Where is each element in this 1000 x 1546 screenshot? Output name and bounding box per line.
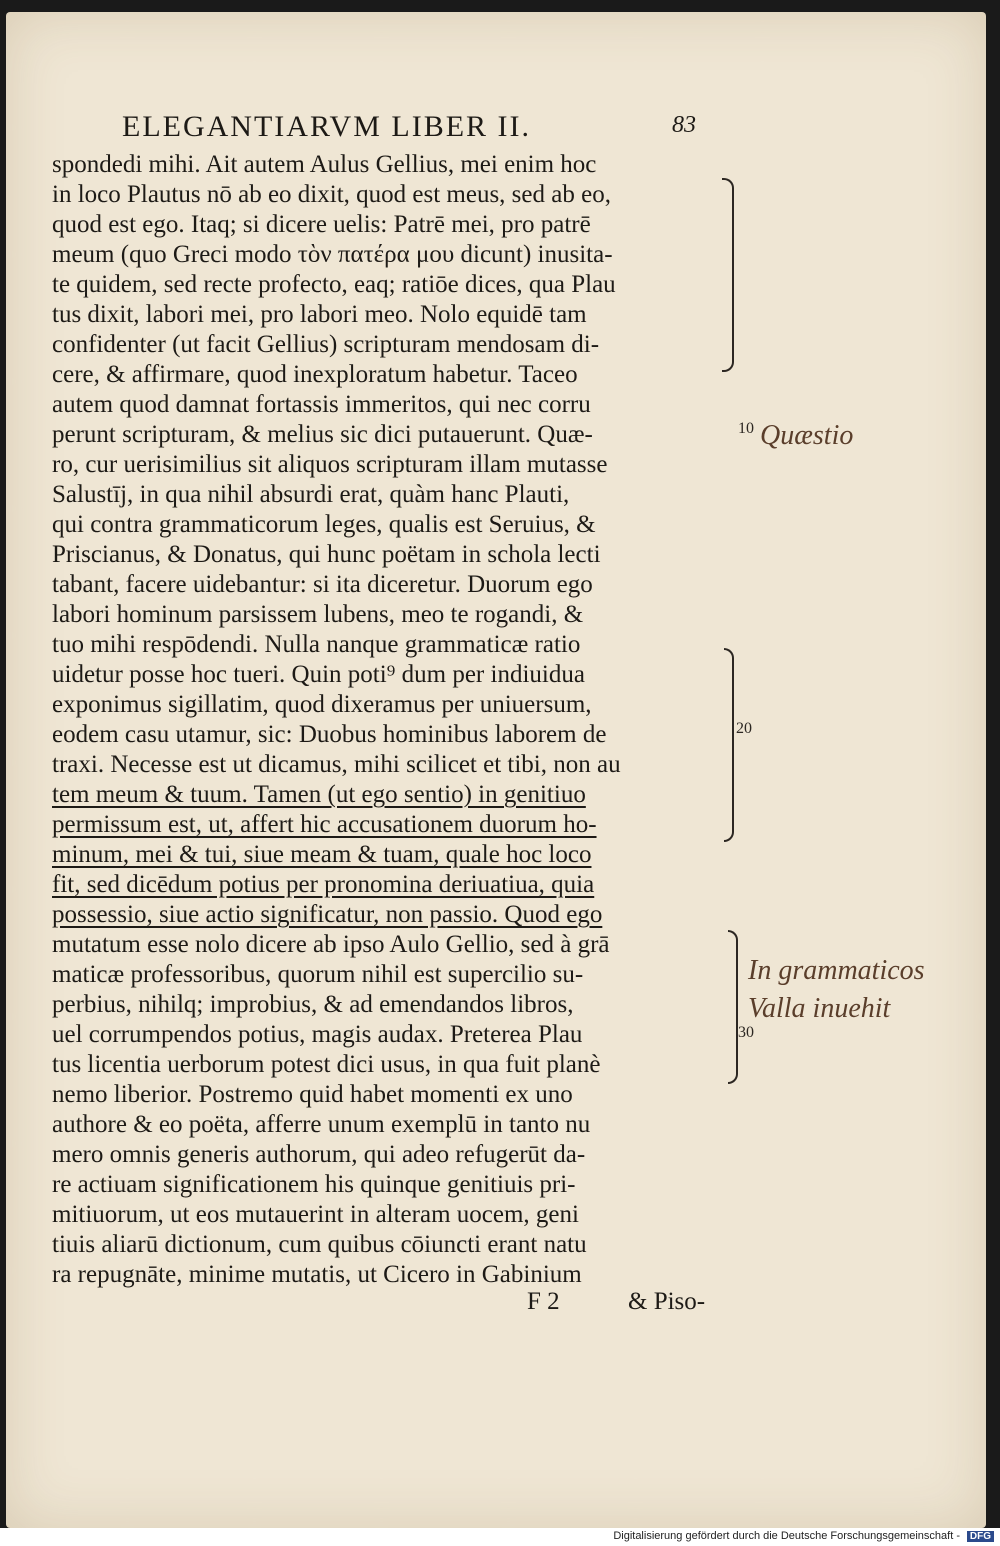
text-line: spondedi mihi. Ait autem Aulus Gellius, mei enim hoc bbox=[52, 151, 597, 178]
text-line: minum, mei & tui, siue meam & tuam, quale hoc loco bbox=[52, 841, 592, 868]
marginal-note-line: In grammaticos bbox=[748, 955, 925, 986]
text-line: nemo liberior. Postremo quid habet momenti ex uno bbox=[52, 1081, 573, 1108]
catchword: & Piso- bbox=[628, 1288, 706, 1315]
text-line: tus licentia uerborum potest dici usus, in qua fuit planè bbox=[52, 1051, 601, 1078]
credit-text: Digitalisierung gefördert durch die Deutsche Forschungsgemeinschaft - bbox=[613, 1530, 960, 1542]
text-line: ra repugnāte, minime mutatis, ut Cicero in Gabinium bbox=[52, 1261, 582, 1288]
text-line: mutatum esse nolo dicere ab ipso Aulo Gellio, sed à grā bbox=[52, 931, 610, 958]
text-line: re actiuam significationem his quinque genitiuis pri- bbox=[52, 1171, 576, 1198]
text-line: possessio, siue actio significatur, non passio. Quod ego bbox=[52, 901, 603, 928]
line-number: 10 bbox=[738, 420, 754, 437]
text-line: meum (quo Greci modo τὸν πατέρα μου dicunt) inusita- bbox=[52, 241, 613, 268]
text-line: traxi. Necesse est ut dicamus, mihi scilicet et tibi, non au bbox=[52, 751, 621, 778]
text-line: maticæ professoribus, quorum nihil est supercilio su- bbox=[52, 961, 584, 988]
text-line: Priscianus, & Donatus, qui hunc poëtam in schola lecti bbox=[52, 541, 601, 568]
line-number: 20 bbox=[736, 720, 752, 737]
text-line: authore & eo poëta, afferre unum exemplū in tanto nu bbox=[52, 1111, 591, 1138]
text-line: exponimus sigillatim, quod dixeramus per uniuersum, bbox=[52, 691, 592, 718]
text-line: qui contra grammaticorum leges, qualis est Seruius, & bbox=[52, 511, 596, 538]
text-line: ro, cur uerisimilius sit aliquos scripturam illam mutasse bbox=[52, 451, 608, 478]
text-line: tus dixit, labori mei, pro labori meo. Nolo equidē tam bbox=[52, 301, 587, 328]
margin-bracket bbox=[722, 178, 734, 372]
text-line: quod est ego. Itaq; si dicere uelis: Patrē mei, pro patrē bbox=[52, 211, 591, 238]
text-line: mitiuorum, ut eos mutauerint in alteram uocem, geni bbox=[52, 1201, 579, 1228]
text-line: Salustīj, in qua nihil absurdi erat, quàm hanc Plauti, bbox=[52, 481, 570, 508]
text-line: fit, sed dicēdum potius per pronomina deriuatiua, quia bbox=[52, 871, 595, 898]
text-block bbox=[52, 150, 752, 1290]
text-line: labori hominum parsissem lubens, meo te rogandi, & bbox=[52, 601, 584, 628]
text-line: autem quod damnat fortassis immeritos, qui nec corru bbox=[52, 391, 591, 418]
dfg-logo: DFG bbox=[967, 1531, 994, 1542]
marginal-note-line: Valla inuehit bbox=[748, 993, 891, 1024]
signature-mark: F 2 bbox=[527, 1288, 560, 1315]
margin-bracket bbox=[728, 930, 738, 1084]
text-line: eodem casu utamur, sic: Duobus hominibus laborem de bbox=[52, 721, 607, 748]
text-line: in loco Plautus nō ab eo dixit, quod est meus, sed ab eo, bbox=[52, 181, 611, 208]
text-line: tabant, facere uidebantur: si ita diceretur. Duorum ego bbox=[52, 571, 593, 598]
running-title: ELEGANTIARVM LIBER II. bbox=[122, 110, 532, 143]
folio-number: 83 bbox=[672, 112, 696, 138]
digitization-credit bbox=[0, 1528, 1000, 1546]
text-line: mero omnis generis authorum, qui adeo refugerūt da- bbox=[52, 1141, 586, 1168]
marginal-note-quaestio: Quæstio bbox=[760, 420, 854, 451]
text-line: perunt scripturam, & melius sic dici putauerunt. Quæ- bbox=[52, 421, 593, 448]
text-line: cere, & affirmare, quod inexploratum habetur. Taceo bbox=[52, 361, 578, 388]
text-line: uel corrumpendos potius, magis audax. Preterea Plau bbox=[52, 1021, 583, 1048]
text-line: perbius, nihilq; improbius, & ad emendandos libros, bbox=[52, 991, 574, 1018]
text-line: tuo mihi respōdendi. Nulla nanque grammaticæ ratio bbox=[52, 631, 581, 658]
margin-bracket bbox=[724, 648, 734, 842]
text-line: uidetur posse hoc tueri. Quin poti⁹ dum per indiuidua bbox=[52, 661, 585, 688]
marginal-note-grammaticos bbox=[748, 952, 925, 1028]
line-number: 30 bbox=[738, 1024, 754, 1041]
text-line: permissum est, ut, affert hic accusationem duorum ho- bbox=[52, 811, 597, 838]
text-line: tiuis aliarū dictionum, cum quibus cōiuncti erant natu bbox=[52, 1231, 587, 1258]
text-line: confidenter (ut facit Gellius) scripturam mendosam di- bbox=[52, 331, 600, 358]
text-line: te quidem, sed recte profecto, eaq; ratiōe dices, qua Plau bbox=[52, 271, 616, 298]
text-line: tem meum & tuum. Tamen (ut ego sentio) in genitiuo bbox=[52, 781, 586, 808]
page-header bbox=[122, 110, 722, 150]
